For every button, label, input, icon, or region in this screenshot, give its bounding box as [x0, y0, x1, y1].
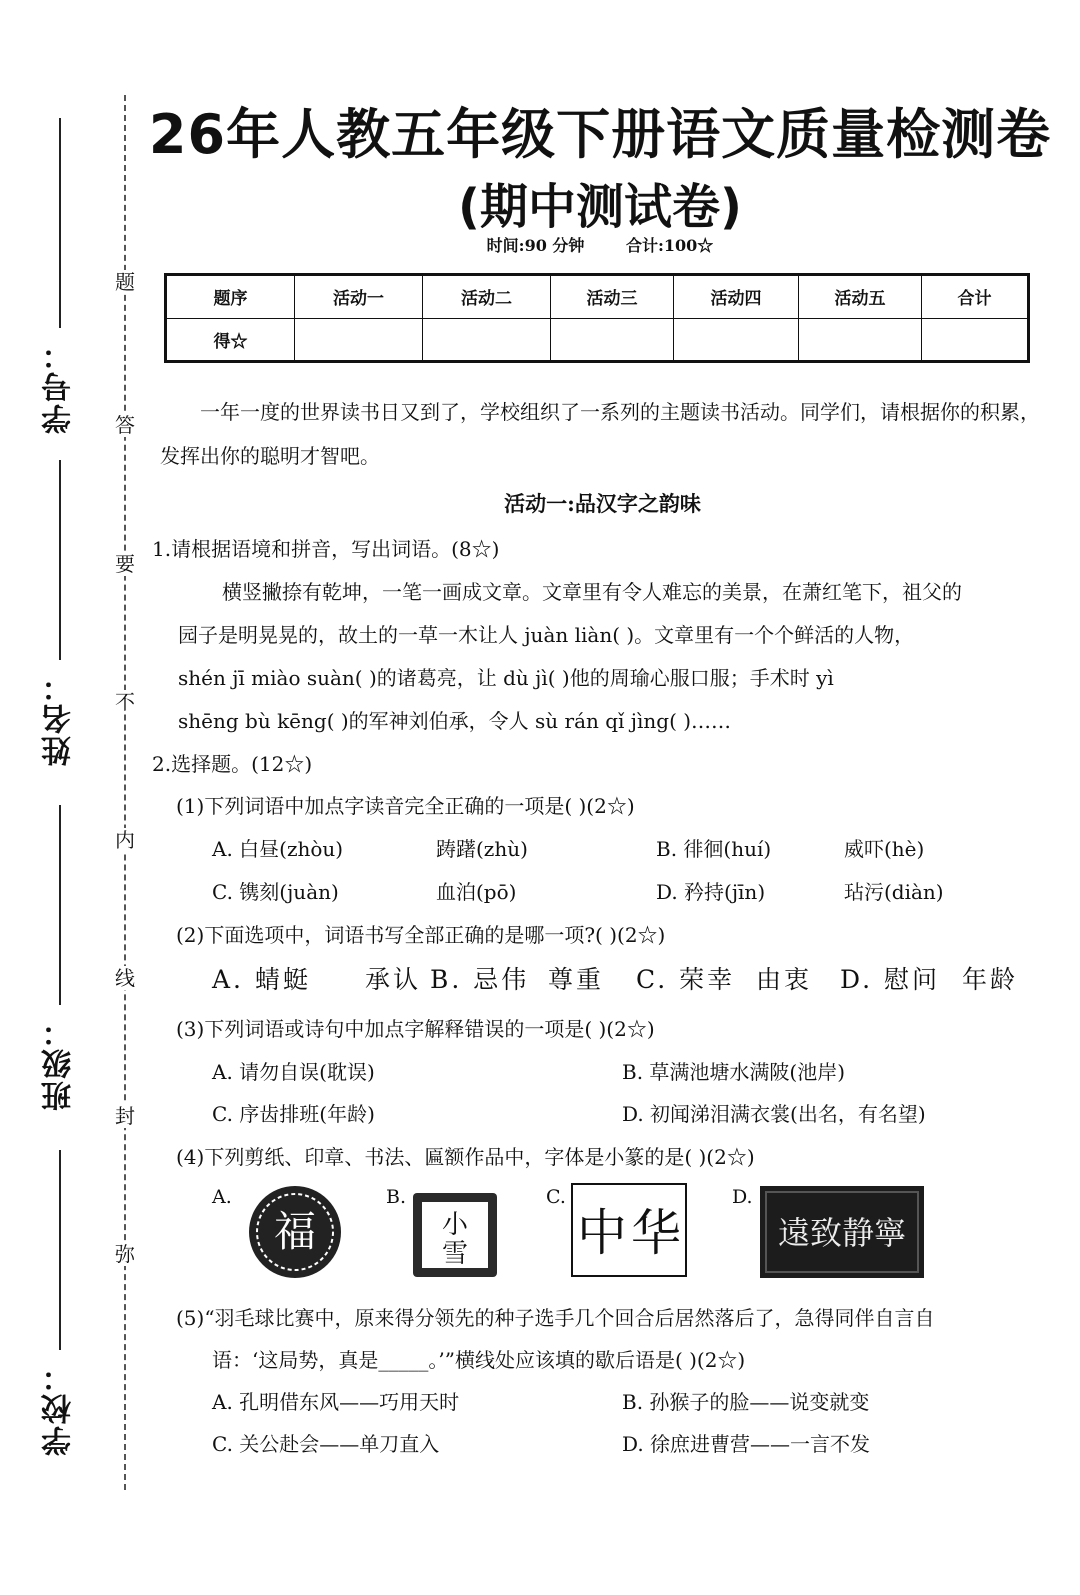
q1-stem: 1.请根据语境和拼音，写出词语。(8☆): [152, 537, 500, 561]
exam-subtitle: (期中测试卷): [458, 179, 742, 235]
q2-5-stem-cont: 语：‘这局势，真是_____。’”横线处应该填的歇后语是( )(2☆): [212, 1348, 746, 1372]
q2-2-option: 由衷: [756, 965, 813, 994]
score-header-cell: 活动二: [423, 275, 551, 319]
intro-paragraph: 一年一度的世界读书日又到了，学校组织了一系列的主题读书活动。同学们，请根据你的积累，发挥出你的聪明才智吧。: [160, 400, 1040, 468]
score-header-row: [166, 275, 1029, 319]
exam-total: 合计:100☆: [626, 236, 714, 255]
q2-1-stem: (1)下列词语中加点字读音完全正确的一项是( )(2☆): [176, 794, 635, 818]
q2-2-option: 承认: [365, 965, 422, 994]
q2-1-option: C. 镌刻(juàn): [212, 880, 339, 904]
seal-dashed-line: [124, 95, 126, 1490]
q2-5-stem: (5)“羽毛球比赛中，原来得分领先的种子选手几个回合后居然落后了，急得同伴自言自: [176, 1306, 935, 1330]
q2-5-option: D. 徐庶进曹营——一言不发: [622, 1432, 871, 1456]
score-cell[interactable]: [423, 318, 551, 362]
score-cell[interactable]: [922, 318, 1029, 362]
q2-2-option: C. 荣幸: [636, 965, 736, 994]
score-table: [164, 273, 1030, 363]
q2-2-option: B. 忌伟: [430, 965, 530, 994]
seal-char: 内: [110, 828, 140, 852]
plaque-picture: [760, 1186, 924, 1278]
q1-line: shēng bù kēng( )的军神刘伯承，令人 sù rán qǐ jìng( )……: [178, 709, 732, 733]
school-label: 学校：: [42, 1360, 77, 1456]
picture-c-label: C.: [546, 1186, 566, 1208]
score-value-row: [166, 318, 1029, 362]
class-line: [59, 805, 61, 1005]
score-cell[interactable]: [295, 318, 423, 362]
score-header-cell: 活动三: [551, 275, 674, 319]
papercut-fu-char: 福: [273, 1207, 317, 1256]
score-header-cell: 合计: [922, 275, 1029, 319]
picture-d-label: D.: [732, 1186, 753, 1208]
class-label: 班级：: [42, 1015, 77, 1111]
seal-char: 弥: [110, 1242, 140, 1266]
svg-text:小: 小: [441, 1210, 469, 1240]
class-field[interactable]: [40, 805, 80, 1111]
svg-text:华: 华: [631, 1204, 681, 1262]
q2-3-option: B. 草满池塘水满陂(池岸): [622, 1060, 846, 1084]
q2-2-stem: (2)下面选项中，词语书写全部正确的是哪一项?( )(2☆): [176, 923, 666, 947]
seal-char: 不: [110, 690, 140, 714]
q1-line: shén jī miào suàn( )的诸葛亮，让 dù jì( )他的周瑜心服口服；手术时 yì: [178, 666, 834, 690]
score-cell[interactable]: [674, 318, 799, 362]
seal-char: 题: [110, 270, 140, 294]
seal-char: 要: [110, 552, 140, 576]
activity1-heading: 活动一:品汉字之韵味: [504, 491, 701, 516]
q2-1-option: B. 徘徊(huí): [656, 837, 772, 861]
name-field[interactable]: [40, 460, 80, 766]
q2-1-option: A. 白昼(zhòu): [212, 837, 344, 861]
svg-text:雪: 雪: [441, 1239, 469, 1269]
school-field[interactable]: [40, 1150, 80, 1456]
q2-3-option: A. 请勿自误(耽误): [212, 1060, 375, 1084]
q2-1-option: 威吓(hè): [844, 837, 925, 861]
student-id-label: 学号：: [42, 338, 77, 434]
q2-5-option: C. 关公赴会——单刀直入: [212, 1432, 440, 1456]
seal-char: 封: [110, 1104, 140, 1128]
q2-1-option: 玷污(diàn): [844, 880, 944, 904]
q2-3-option: C. 序齿排班(年龄): [212, 1102, 375, 1126]
q2-2-option: D. 慰问: [840, 965, 941, 994]
q2-stem: 2.选择题。(12☆): [152, 752, 313, 776]
q2-1-option: 踌躇(zhù): [436, 837, 528, 861]
score-header-cell: 活动一: [295, 275, 423, 319]
q2-1-option: 血泊(pō): [436, 880, 517, 904]
papercut-fu-picture: [240, 1182, 350, 1282]
score-cell[interactable]: [551, 318, 674, 362]
score-cell[interactable]: [799, 318, 922, 362]
seal-char: 线: [110, 966, 140, 990]
picture-b-label: B.: [386, 1186, 407, 1208]
score-header-cell: 活动四: [674, 275, 799, 319]
q2-2-option: 年龄: [962, 965, 1019, 994]
exam-time: 时间:90 分钟: [486, 236, 585, 255]
q1-line: 横竖撇捺有乾坤，一笔一画成文章。文章里有令人难忘的美景，在萧红笔下，祖父的: [222, 580, 962, 604]
q2-2-option: A. 蜻蜓: [212, 965, 311, 994]
calligraphy-zhonghua-picture: [570, 1182, 688, 1278]
name-label: 姓名：: [42, 670, 77, 766]
picture-a-label: A.: [212, 1186, 232, 1208]
q2-3-stem: (3)下列词语或诗句中加点字解释错误的一项是( )(2☆): [176, 1017, 655, 1041]
student-id-field[interactable]: [40, 118, 80, 434]
name-line: [59, 460, 61, 660]
score-row-label: 得☆: [166, 318, 295, 362]
exam-meta: [140, 233, 1060, 256]
svg-text:遠致静寧: 遠致静寧: [777, 1214, 907, 1252]
student-id-line: [59, 118, 61, 328]
q2-5-option: B. 孙猴子的脸——说变就变: [622, 1390, 870, 1414]
q1-line: 园子是明晃晃的，故土的一草一木让人 juàn liàn( )。文章里有一个个鲜活的人物，: [178, 623, 915, 647]
q2-5-option: A. 孔明借东风——巧用天时: [212, 1390, 460, 1414]
seal-char: 答: [110, 413, 140, 437]
exam-title: 26年人教五年级下册语文质量检测卷: [148, 103, 1052, 166]
q2-1-option: D. 矜持(jīn): [656, 880, 766, 904]
q2-2-option: 尊重: [548, 965, 605, 994]
svg-text:中: 中: [577, 1204, 627, 1262]
school-line: [59, 1150, 61, 1350]
score-header-cell: 活动五: [799, 275, 922, 319]
score-header-cell: 题序: [166, 275, 295, 319]
seal-xiaoxue-picture: [410, 1190, 500, 1280]
q2-3-option: D. 初闻涕泪满衣裳(出名，有名望): [622, 1102, 926, 1126]
q2-4-stem: (4)下列剪纸、印章、书法、匾额作品中，字体是小篆的是( )(2☆): [176, 1145, 755, 1169]
